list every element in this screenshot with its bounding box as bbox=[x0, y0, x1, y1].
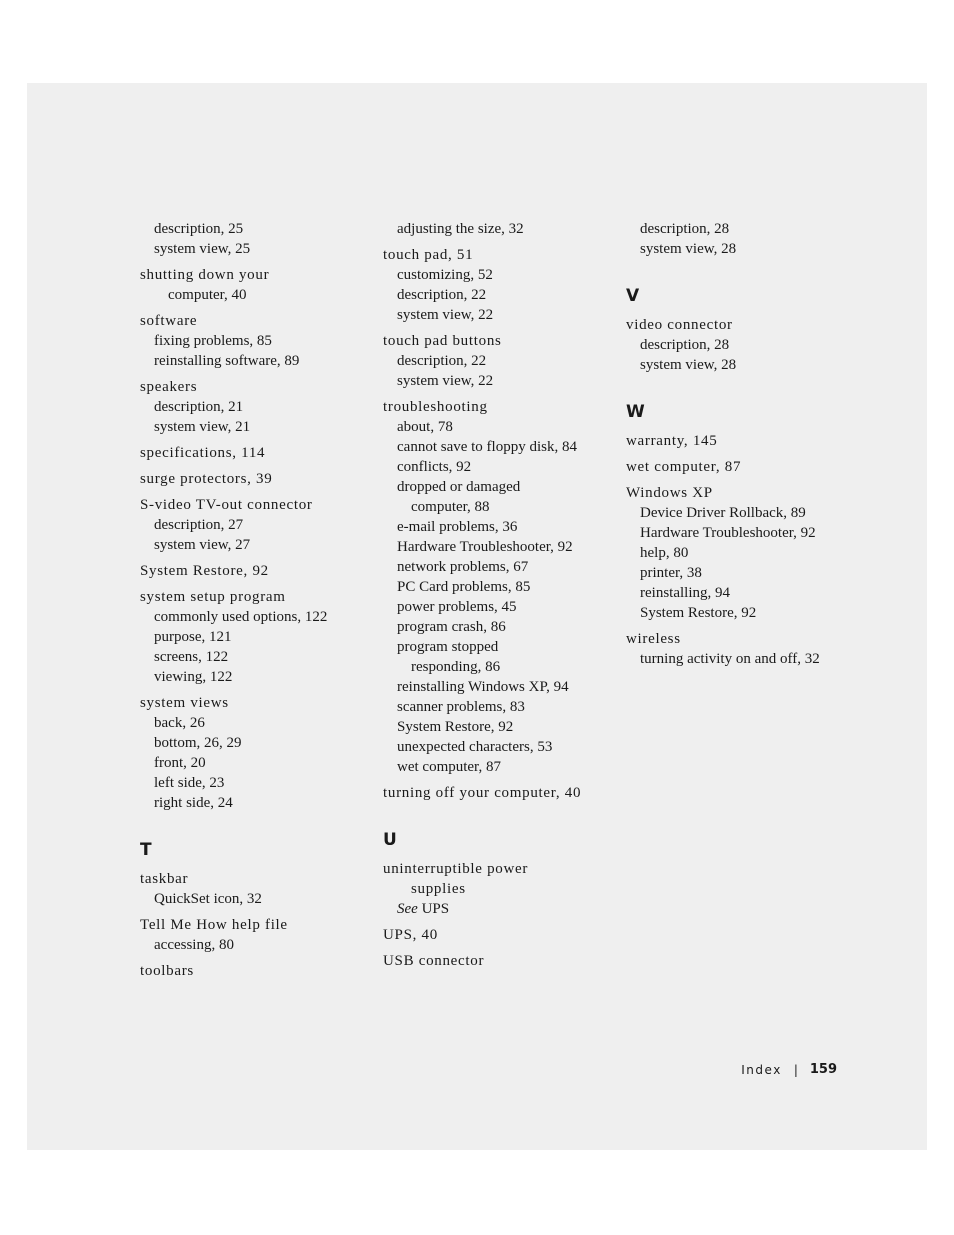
index-letter-heading: T bbox=[140, 840, 152, 860]
index-term: touch pad, 51 bbox=[383, 247, 474, 263]
index-subterm: description, 27 bbox=[154, 517, 244, 533]
index-subterm: conflicts, 92 bbox=[397, 459, 472, 475]
index-subterm: system view, 22 bbox=[397, 373, 494, 389]
index-term: warranty, 145 bbox=[626, 433, 718, 449]
index-term: speakers bbox=[140, 379, 198, 395]
index-subterm: Hardware Troubleshooter, 92 bbox=[640, 525, 816, 541]
see-reference-target: UPS bbox=[421, 901, 450, 917]
index-term: uninterruptible power bbox=[383, 861, 529, 877]
index-subterm: printer, 38 bbox=[640, 565, 702, 581]
footer-separator: | bbox=[793, 1062, 798, 1077]
index-entry bbox=[140, 561, 370, 581]
index-subterm: System Restore, 92 bbox=[397, 719, 514, 735]
index-entry bbox=[140, 587, 370, 687]
index-subterm: program stopped bbox=[397, 639, 499, 655]
index-term: Windows XP bbox=[626, 485, 713, 501]
page-footer bbox=[741, 1062, 837, 1077]
index-column-2 bbox=[383, 219, 613, 977]
index-subterm: responding, 86 bbox=[411, 659, 501, 675]
index-subterm: left side, 23 bbox=[154, 775, 225, 791]
index-subterm: reinstalling Windows XP, 94 bbox=[397, 679, 569, 695]
index-subterm: description, 28 bbox=[640, 337, 730, 353]
index-column-3 bbox=[626, 219, 856, 675]
index-subterm: reinstalling software, 89 bbox=[154, 353, 300, 369]
index-subterm: description, 22 bbox=[397, 353, 487, 369]
index-subterm: system view, 22 bbox=[397, 307, 494, 323]
index-subterm: QuickSet icon, 32 bbox=[154, 891, 262, 907]
index-term: troubleshooting bbox=[383, 399, 488, 415]
index-subterm: front, 20 bbox=[154, 755, 206, 771]
index-subterm: description, 28 bbox=[640, 221, 730, 237]
index-term: turning off your computer, 40 bbox=[383, 785, 582, 801]
index-subterm: commonly used options, 122 bbox=[154, 609, 328, 625]
index-term: toolbars bbox=[140, 963, 194, 979]
index-entry bbox=[140, 495, 370, 555]
index-subterm: accessing, 80 bbox=[154, 937, 234, 953]
index-subterm: screens, 122 bbox=[154, 649, 229, 665]
index-entry bbox=[140, 265, 370, 305]
index-column-1 bbox=[140, 219, 370, 987]
index-entry bbox=[140, 311, 370, 371]
index-term: system setup program bbox=[140, 589, 286, 605]
index-subterm: system view, 27 bbox=[154, 537, 251, 553]
index-entry bbox=[140, 693, 370, 813]
index-entry bbox=[383, 331, 613, 391]
index-term: wireless bbox=[626, 631, 681, 647]
index-entry bbox=[140, 219, 370, 259]
index-term: taskbar bbox=[140, 871, 189, 887]
index-term: supplies bbox=[411, 881, 466, 897]
index-subterm: Device Driver Rollback, 89 bbox=[640, 505, 806, 521]
index-subterm: fixing problems, 85 bbox=[154, 333, 272, 349]
index-entry bbox=[140, 869, 370, 909]
index-subterm: description, 25 bbox=[154, 221, 244, 237]
index-letter-heading: U bbox=[383, 830, 397, 850]
index-entry bbox=[383, 951, 613, 971]
index-subterm: purpose, 121 bbox=[154, 629, 232, 645]
index-subterm: computer, 40 bbox=[168, 287, 247, 303]
index-subterm bbox=[383, 899, 613, 919]
index-entry bbox=[383, 859, 613, 919]
index-subterm: network problems, 67 bbox=[397, 559, 529, 575]
index-subterm: computer, 88 bbox=[411, 499, 490, 515]
see-reference-word: See bbox=[397, 901, 418, 917]
index-subterm: system view, 21 bbox=[154, 419, 251, 435]
index-term: System Restore, 92 bbox=[140, 563, 269, 579]
index-entry bbox=[626, 629, 856, 669]
index-subterm: system view, 25 bbox=[154, 241, 251, 257]
index-entry bbox=[626, 483, 856, 623]
index-term: touch pad buttons bbox=[383, 333, 502, 349]
index-entry bbox=[383, 925, 613, 945]
index-subterm: scanner problems, 83 bbox=[397, 699, 525, 715]
page-number: 159 bbox=[809, 1062, 837, 1077]
index-entry bbox=[140, 443, 370, 463]
index-subterm: viewing, 122 bbox=[154, 669, 233, 685]
index-entry bbox=[140, 469, 370, 489]
index-term: shutting down your bbox=[140, 267, 270, 283]
index-term: software bbox=[140, 313, 198, 329]
index-subterm: reinstalling, 94 bbox=[640, 585, 730, 601]
index-subterm: PC Card problems, 85 bbox=[397, 579, 531, 595]
index-subterm: dropped or damaged bbox=[397, 479, 521, 495]
index-subterm: description, 21 bbox=[154, 399, 244, 415]
index-subterm: right side, 24 bbox=[154, 795, 233, 811]
index-term: Tell Me How help file bbox=[140, 917, 288, 933]
index-entry bbox=[140, 377, 370, 437]
index-subterm: program crash, 86 bbox=[397, 619, 506, 635]
index-subterm: System Restore, 92 bbox=[640, 605, 757, 621]
index-term: surge protectors, 39 bbox=[140, 471, 273, 487]
index-subterm: bottom, 26, 29 bbox=[154, 735, 242, 751]
index-subterm: help, 80 bbox=[640, 545, 689, 561]
index-entry bbox=[626, 431, 856, 451]
index-subterm: customizing, 52 bbox=[397, 267, 493, 283]
index-letter-heading: W bbox=[626, 402, 645, 422]
index-subterm: power problems, 45 bbox=[397, 599, 517, 615]
index-entry bbox=[383, 783, 613, 803]
index-entry bbox=[383, 245, 613, 325]
index-subterm: system view, 28 bbox=[640, 357, 737, 373]
index-term: video connector bbox=[626, 317, 733, 333]
index-subterm: unexpected characters, 53 bbox=[397, 739, 553, 755]
index-entry bbox=[626, 219, 856, 259]
index-subterm: turning activity on and off, 32 bbox=[640, 651, 820, 667]
index-term: specifications, 114 bbox=[140, 445, 266, 461]
index-term: USB connector bbox=[383, 953, 485, 969]
index-subterm: cannot save to floppy disk, 84 bbox=[397, 439, 577, 455]
index-subterm: system view, 28 bbox=[640, 241, 737, 257]
index-letter-heading: V bbox=[626, 286, 640, 306]
footer-section-label: Index bbox=[741, 1062, 782, 1077]
index-subterm: e-mail problems, 36 bbox=[397, 519, 518, 535]
index-entry bbox=[383, 219, 613, 239]
index-subterm: about, 78 bbox=[397, 419, 453, 435]
index-subterm: wet computer, 87 bbox=[397, 759, 501, 775]
index-subterm: adjusting the size, 32 bbox=[397, 221, 524, 237]
index-term: system views bbox=[140, 695, 229, 711]
index-subterm: description, 22 bbox=[397, 287, 487, 303]
index-entry bbox=[626, 315, 856, 375]
index-term: UPS, 40 bbox=[383, 927, 438, 943]
index-entry bbox=[383, 397, 613, 777]
index-subterm: Hardware Troubleshooter, 92 bbox=[397, 539, 573, 555]
index-entry bbox=[140, 961, 370, 981]
index-term: S-video TV-out connector bbox=[140, 497, 313, 513]
index-term: wet computer, 87 bbox=[626, 459, 742, 475]
index-subterm: back, 26 bbox=[154, 715, 205, 731]
index-entry bbox=[626, 457, 856, 477]
index-entry bbox=[140, 915, 370, 955]
